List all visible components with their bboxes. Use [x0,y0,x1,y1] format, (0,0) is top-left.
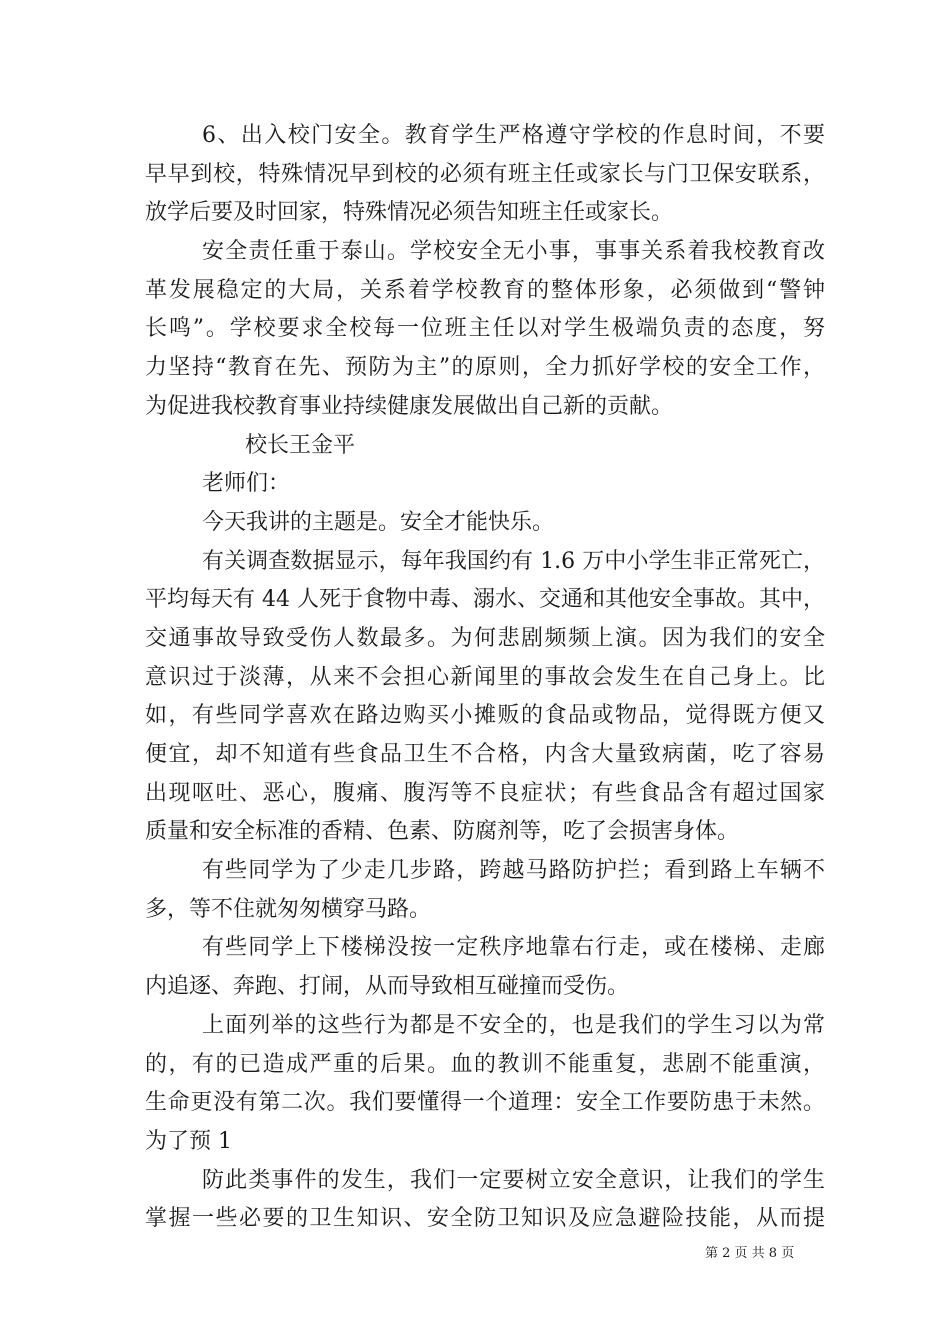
text-line: 如，有些同学喜欢在路边购买小摊贩的食品或物品，觉得既方便又 [145,703,825,729]
text-line: 有些同学上下楼梯没按一定秩序地靠右行走，或在楼梯、走廊 [202,935,825,961]
signature-line: 校长王金平 [245,432,356,458]
text-line: 放学后要及时回家，特殊情况必须告知班主任或家长。 [145,200,674,226]
text-line: 平均每天有 44 人死于食物中毒、溺水、交通和其他安全事故。其中， [145,587,825,613]
document-body [145,117,825,1239]
text-line: 防此类事件的发生，我们一定要树立安全意识，让我们的学生 [202,1167,825,1193]
text-line: 生命更没有第二次。我们要懂得一个道理：安全工作要防患于未然。 [145,1090,825,1116]
text-line: 上面列举的这些行为都是不安全的，也是我们的学生习以为常 [202,1012,825,1038]
text-line: 的，有的已造成严重的后果。血的教训不能重复，悲剧不能重演， [145,1051,825,1077]
text-line: 革发展稳定的大局，关系着学校教育的整体形象，必须做到“警钟 [145,277,825,303]
text-line: 长鸣”。学校要求全校每一位班主任以对学生极端负责的态度，努 [145,316,825,342]
text-line: 为促进我校教育事业持续健康发展做出自己新的贡献。 [145,393,674,419]
text-line: 意识过于淡薄，从来不会担心新闻里的事故会发生在自己身上。比 [145,664,825,690]
text-line: 有些同学为了少走几步路，跨越马路防护拦；看到路上车辆不 [202,858,825,884]
text-line: 为了预 1 [145,1128,232,1154]
text-line: 便宜，却不知道有些食品卫生不合格，内含大量致病菌，吃了容易 [145,742,825,767]
text-line: 掌握一些必要的卫生知识、安全防卫知识及应急避险技能，从而提 [145,1206,825,1232]
text-line: 早早到校，特殊情况早到校的必须有班主任或家长与门卫保安联系， [145,161,825,187]
greeting-line: 老师们： [202,471,291,497]
text-line: 多，等不住就匆匆横穿马路。 [145,896,432,922]
text-line: 6、出入校门安全。教育学生严格遵守学校的作息时间，不要 [202,123,825,148]
text-line: 安全责任重于泰山。学校安全无小事，事事关系着我校教育改 [202,239,825,265]
text-line: 交通事故导致受伤人数最多。为何悲剧频频上演。因为我们的安全 [145,625,825,651]
text-line: 质量和安全标准的香精、色素、防腐剂等，吃了会损害身体。 [145,819,740,845]
text-line: 力坚持“教育在先、预防为主”的原则，全力抓好学校的安全工作， [145,355,825,381]
page-number: 第 2 页 共 8 页 [705,1246,795,1261]
text-line: 内追逐、奔跑、打闹，从而导致相互碰撞而受伤。 [145,974,630,1000]
text-line: 今天我讲的主题是。安全才能快乐。 [202,509,555,535]
text-line: 有关调查数据显示，每年我国约有 1.6 万中小学生非正常死亡， [202,548,825,574]
text-line: 出现呕吐、恶心，腹痛、腹泻等不良症状；有些食品含有超过国家 [145,780,825,806]
